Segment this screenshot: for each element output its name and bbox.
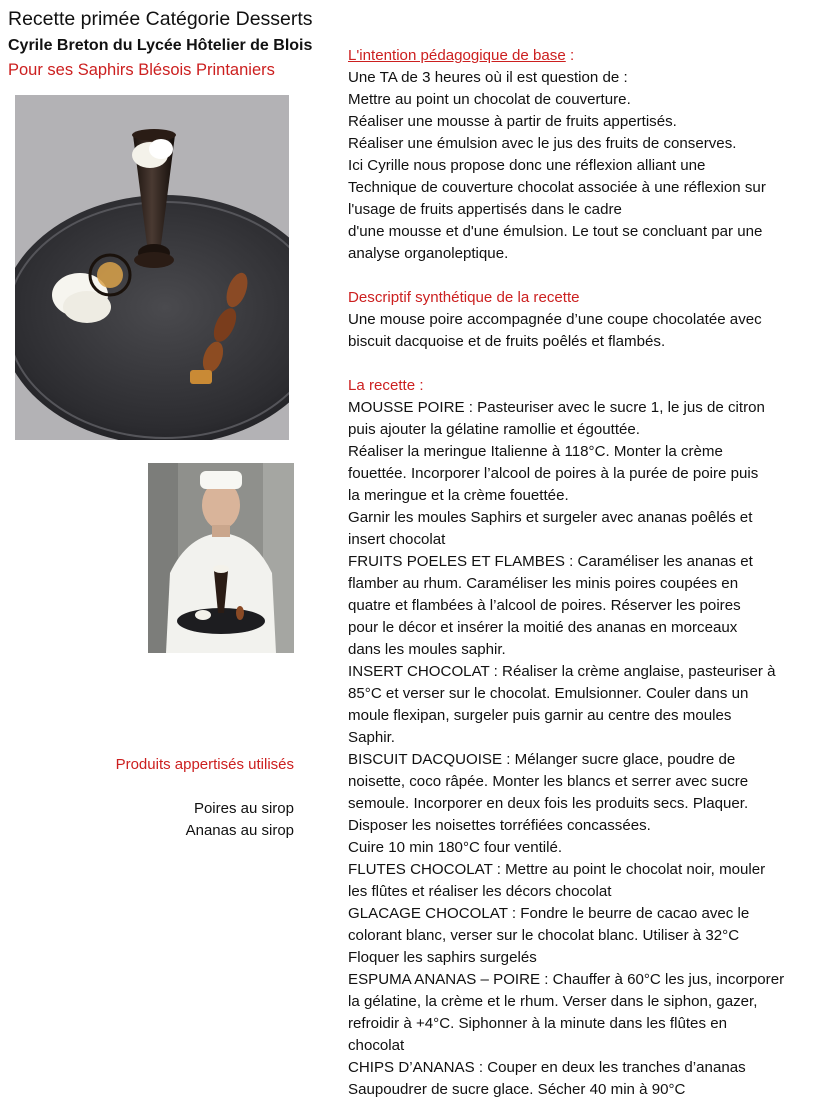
- recipe-text-column: [348, 45, 823, 1101]
- intention-line: Ici Cyrille nous propose donc une réflexion alliant une: [348, 157, 706, 174]
- intention-line: Une TA de 3 heures où il est question de :: [348, 69, 628, 86]
- recette-line: Floquer les saphirs surgelés: [348, 949, 537, 966]
- recette-line: la meringue et la crème fouettée.: [348, 487, 569, 504]
- recette-line: GLACAGE CHOCOLAT : Fondre le beurre de cacao avec le: [348, 905, 750, 922]
- recette-line: insert chocolat: [348, 531, 446, 548]
- recette-body: [348, 397, 823, 1101]
- recette-line: la gélatine, la crème et le rhum. Verser dans le siphon, gazer,: [348, 993, 758, 1010]
- recette-line: Garnir les moules Saphirs et surgeler avec ananas poêlés et: [348, 509, 753, 526]
- product-item: Poires au sirop: [193, 800, 294, 817]
- recette-line: Disposer les noisettes torréfiées concassées.: [348, 817, 651, 834]
- intention-line: Réaliser une émulsion avec le jus des fruits de conserves.: [348, 135, 737, 152]
- recette-line: fouettée. Incorporer l’alcool de poires à la purée de poire puis: [348, 465, 759, 482]
- recette-line: chocolat: [348, 1037, 405, 1054]
- intention-line: Réaliser une mousse à partir de fruits appertisés.: [348, 113, 677, 130]
- intention-heading-text: L'intention pédagogique de base: [348, 47, 566, 64]
- recette-heading: La recette :: [348, 377, 424, 394]
- recette-line: flamber au rhum. Caraméliser les minis poires coupées en: [348, 575, 739, 592]
- recette-line: quatre et flambées à l’alcool de poires. Réserver les poires: [348, 597, 741, 614]
- author-line: Cyrile Breton du Lycée Hôtelier de Blois: [8, 37, 313, 54]
- intention-line: Technique de couverture chocolat associée à une réflexion sur: [348, 179, 766, 196]
- recette-line: Réaliser la meringue Italienne à 118°C. Monter la crème: [348, 443, 723, 460]
- dessert-photo: [15, 95, 289, 440]
- recette-line: puis ajouter la gélatine ramollie et égouttée.: [348, 421, 640, 438]
- recette-line: BISCUIT DACQUOISE : Mélanger sucre glace, poudre de: [348, 751, 736, 768]
- intention-heading: [348, 45, 823, 67]
- recette-line: dans les moules saphir.: [348, 641, 506, 658]
- recette-line: CHIPS D’ANANAS : Couper en deux les tranches d’ananas: [348, 1059, 746, 1076]
- recette-line: ESPUMA ANANAS – POIRE : Chauffer à 60°C les jus, incorporer: [348, 971, 785, 988]
- descriptif-line: Une mouse poire accompagnée d’une coupe chocolatée avec: [348, 311, 762, 328]
- products-block: [54, 754, 294, 842]
- recette-line: Cuire 10 min 180°C four ventilé.: [348, 839, 563, 856]
- recette-line: noisette, coco râpée. Monter les blancs et serrer avec sucre: [348, 773, 749, 790]
- intention-line: d'une mousse et d'une émulsion. Le tout se concluant par une: [348, 223, 763, 240]
- recette-line: Saphir.: [348, 729, 395, 746]
- recette-line: refroidir à +4°C. Siphonner à la minute dans les flûtes en: [348, 1015, 727, 1032]
- recette-line: MOUSSE POIRE : Pasteuriser avec le sucre 1, le jus de citron: [348, 399, 765, 416]
- recette-line: FLUTES CHOCOLAT : Mettre au point le chocolat noir, mouler: [348, 861, 766, 878]
- recette-line: colorant blanc, verser sur le chocolat blanc. Utiliser à 32°C: [348, 927, 740, 944]
- recette-line: 85°C et verser sur le chocolat. Emulsionner. Couler dans un: [348, 685, 749, 702]
- intention-line: analyse organoleptique.: [348, 245, 509, 262]
- recette-line: moule flexipan, surgeler puis garnir au centre des moules: [348, 707, 732, 724]
- recette-line: pour le décor et insérer la moitié des ananas en morceaux: [348, 619, 738, 636]
- recette-line: FRUITS POELES ET FLAMBES : Caraméliser les ananas et: [348, 553, 753, 570]
- product-item: Ananas au sirop: [185, 822, 294, 839]
- intention-body: [348, 67, 823, 265]
- recette-line: Saupoudrer de sucre glace. Sécher 40 min à 90°C: [348, 1081, 686, 1098]
- intention-line: l'usage de fruits appertisés dans le cadre: [348, 201, 622, 218]
- products-heading: Produits appertisés utilisés: [115, 756, 294, 773]
- recette-line: les flûtes et réaliser les décors chocolat: [348, 883, 612, 900]
- page-title: Recette primée Catégorie Desserts: [8, 8, 313, 30]
- descriptif-heading: Descriptif synthétique de la recette: [348, 289, 580, 306]
- intention-heading-suffix: :: [565, 47, 575, 64]
- descriptif-line: biscuit dacquoise et de fruits poêlés et flambés.: [348, 333, 666, 350]
- intention-line: Mettre au point un chocolat de couverture.: [348, 91, 631, 108]
- recette-line: semoule. Incorporer en deux fois les produits secs. Plaquer.: [348, 795, 749, 812]
- recette-line: INSERT CHOCOLAT : Réaliser la crème anglaise, pasteuriser à: [348, 663, 776, 680]
- chef-photo: [148, 463, 294, 653]
- recipe-subtitle: Pour ses Saphirs Blésois Printaniers: [8, 61, 275, 79]
